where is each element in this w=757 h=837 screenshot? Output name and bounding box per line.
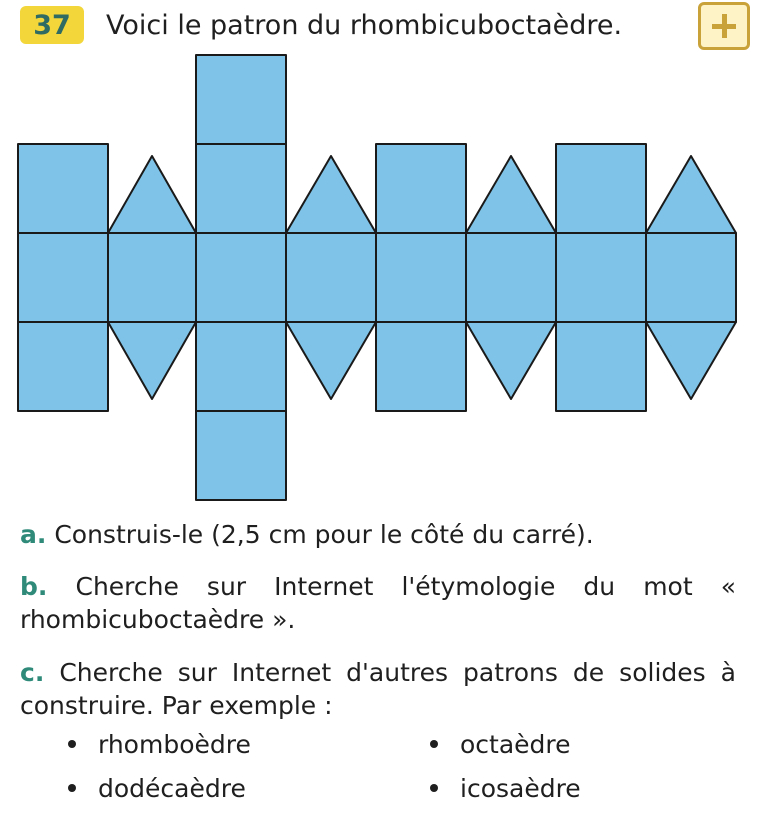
net-square <box>196 411 286 500</box>
question-c <box>20 656 736 722</box>
example-label: icosaèdre <box>460 774 581 803</box>
net-square <box>646 233 736 322</box>
example-label: octaèdre <box>460 730 571 759</box>
net-triangle <box>646 322 736 399</box>
net-square <box>556 322 646 411</box>
net-square <box>286 233 376 322</box>
net-square <box>196 322 286 411</box>
net-square <box>18 322 108 411</box>
list-item <box>68 727 251 763</box>
net-triangle <box>108 322 196 399</box>
list-item <box>430 727 571 763</box>
net-square <box>376 322 466 411</box>
question-b <box>20 570 736 636</box>
bullet-icon <box>430 740 438 748</box>
examples-list <box>0 727 757 817</box>
example-label: dodécaèdre <box>98 774 246 803</box>
net-square <box>466 233 556 322</box>
net-square <box>196 233 286 322</box>
exercise-title: Voici le patron du rhombicuboctaèdre. <box>106 10 623 41</box>
net-triangle <box>286 156 376 233</box>
net-triangle <box>646 156 736 233</box>
net-square <box>376 144 466 233</box>
net-triangle <box>466 156 556 233</box>
net-triangle <box>108 156 196 233</box>
list-item <box>430 771 581 807</box>
net-square <box>18 233 108 322</box>
question-c-text: Cherche sur Internet d'autres patrons de solides à construire. Par exemple : <box>20 658 736 720</box>
question-a <box>20 518 736 551</box>
net-square <box>556 233 646 322</box>
bullet-icon <box>430 784 438 792</box>
exercise-number: 37 <box>33 9 71 41</box>
question-b-letter: b. <box>20 572 48 601</box>
bullet-icon <box>68 784 76 792</box>
list-item <box>68 771 246 807</box>
question-b-text: Cherche sur Internet l'étymologie du mot « rhombicuboctaèdre ». <box>20 572 737 634</box>
net-triangle <box>286 322 376 399</box>
net-square <box>556 144 646 233</box>
question-c-letter: c. <box>20 658 45 687</box>
net-triangle <box>466 322 556 399</box>
example-label: rhomboèdre <box>98 730 251 759</box>
question-a-letter: a. <box>20 520 47 549</box>
net-square <box>196 55 286 144</box>
question-a-text: Construis-le (2,5 cm pour le côté du carré). <box>54 520 594 549</box>
net-square <box>108 233 196 322</box>
net-square <box>18 144 108 233</box>
net-square <box>376 233 466 322</box>
net-square <box>196 144 286 233</box>
bullet-icon <box>68 740 76 748</box>
